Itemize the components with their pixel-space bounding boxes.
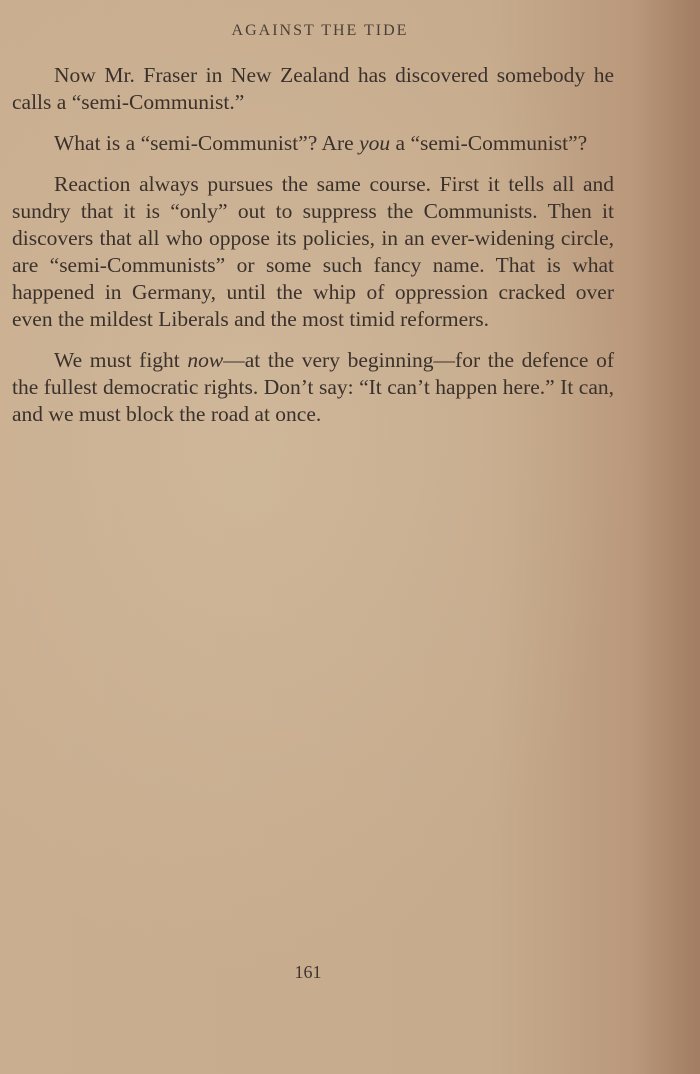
running-head: AGAINST THE TIDE bbox=[231, 22, 409, 39]
page-number: 161 bbox=[294, 962, 322, 982]
paragraph-2-emphasis: you bbox=[359, 131, 391, 155]
body-text bbox=[12, 62, 614, 442]
paragraph-3-text: Reaction always pursues the same course. First it tells all and sundry that it is “only” out to suppress the Communists. Then it discovers that all who oppose its policies, in an ever-widening circle, are “semi-Communists” or some such fancy name. That is what happened in Germany, until the whip of oppression cracked over even the mildest Liberals and the most timid reformers. bbox=[12, 172, 614, 331]
paragraph-4 bbox=[12, 347, 614, 428]
paragraph-2-text-a: What is a “semi-Communist”? Are bbox=[54, 131, 360, 155]
paragraph-2 bbox=[12, 130, 614, 157]
paragraph-4-emphasis: now bbox=[187, 348, 224, 372]
paragraph-1 bbox=[12, 62, 614, 116]
paragraph-4-text-b: —at the very beginning—for the defence of the fullest democratic rights. Don’t say: “It can’t happen here.” It can, and we must block the road at once. bbox=[12, 348, 614, 426]
paragraph-2-text-b: a “semi-Communist”? bbox=[390, 131, 588, 155]
paragraph-1-text: Now Mr. Fraser in New Zealand has discovered somebody he calls a “semi-Communist.” bbox=[12, 63, 614, 114]
paragraph-4-text-a: We must fight bbox=[54, 348, 188, 372]
paragraph-3 bbox=[12, 171, 614, 333]
